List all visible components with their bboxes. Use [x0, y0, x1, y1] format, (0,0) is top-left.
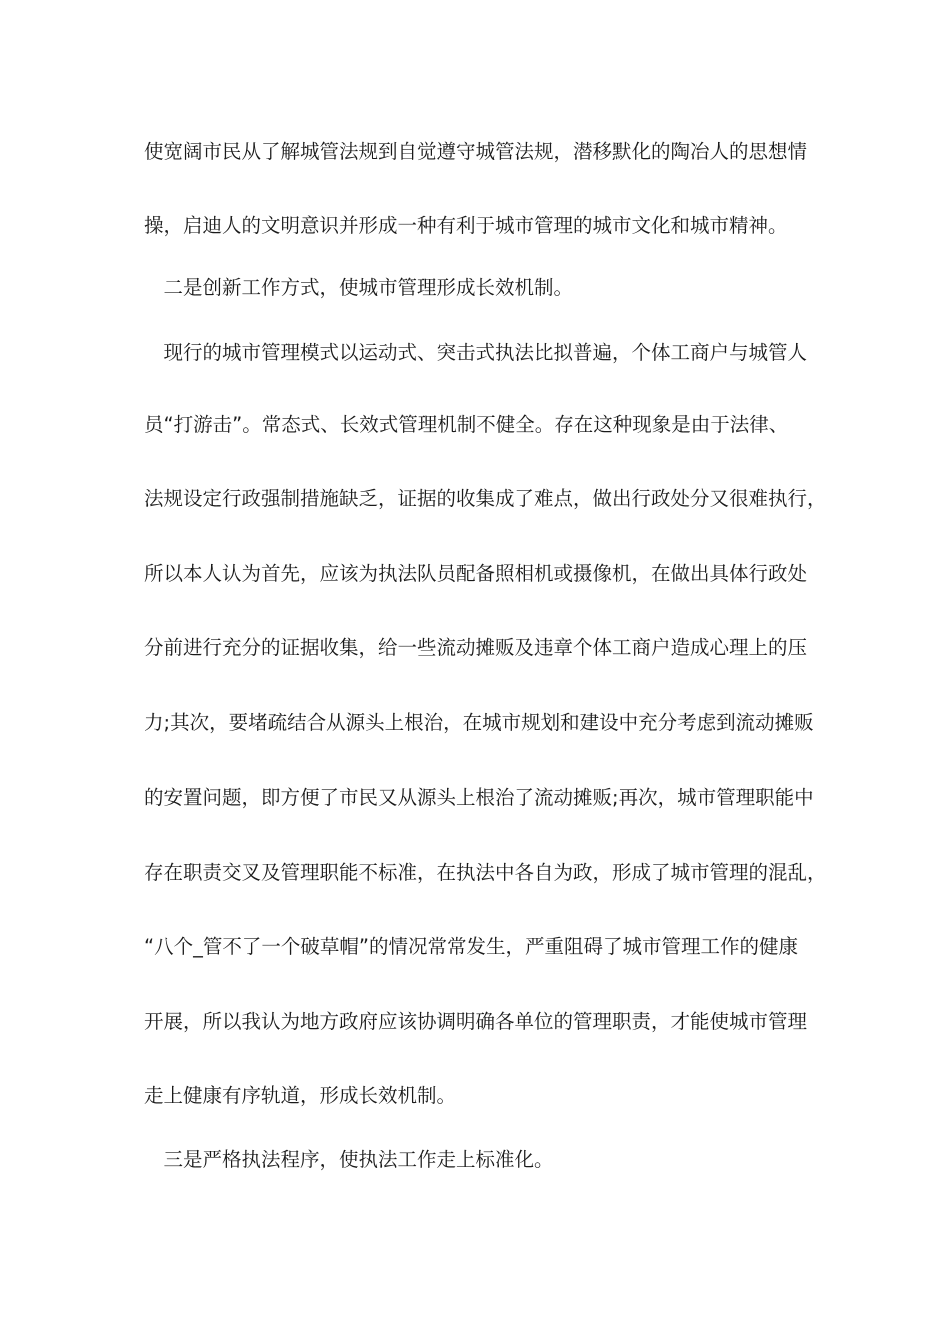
paragraph-line: 的安置问题，即方便了市民又从源头上根治了流动摊贩;再次，城市管理职能中 [144, 786, 814, 809]
paragraph-line: 操，启迪人的文明意识并形成一种有利于城市管理的城市文化和城市精神。 [144, 214, 788, 237]
paragraph-line: 法规设定行政强制措施缺乏，证据的收集成了难点，做出行政处分又很难执行， [144, 487, 827, 510]
paragraph-line: 力;其次，要堵疏结合从源头上根治，在城市规划和建设中充分考虑到流动摊贩 [144, 711, 814, 734]
paragraph-line: “八个_管不了一个破草帽”的情况常常发生，严重阻碍了城市管理工作的健康 [144, 935, 798, 958]
paragraph-line: 存在职责交叉及管理职能不标准，在执法中各自为政，形成了城市管理的混乱， [144, 861, 827, 884]
paragraph-line: 所以本人认为首先，应该为执法队员配备照相机或摄像机，在做出具体行政处 [144, 562, 808, 585]
paragraph-line: 员“打游击”。常态式、长效式管理机制不健全。存在这种现象是由于法律、 [144, 413, 789, 436]
paragraph-line: 使宽阔市民从了解城管法规到自觉遵守城管法规，潜移默化的陶冶人的思想情 [144, 140, 808, 163]
section-heading: 三是严格执法程序，使执法工作走上标准化。 [144, 1148, 554, 1171]
paragraph-line: 开展，所以我认为地方政府应该协调明确各单位的管理职责，才能使城市管理 [144, 1010, 808, 1033]
section-heading: 二是创新工作方式，使城市管理形成长效机制。 [144, 276, 574, 299]
paragraph-line: 现行的城市管理模式以运动式、突击式执法比拟普遍，个体工商户与城管人 [144, 341, 808, 364]
paragraph-line: 走上健康有序轨道，形成长效机制。 [144, 1084, 457, 1107]
paragraph-line: 分前进行充分的证据收集，给一些流动摊贩及违章个体工商户造成心理上的压 [144, 636, 808, 659]
